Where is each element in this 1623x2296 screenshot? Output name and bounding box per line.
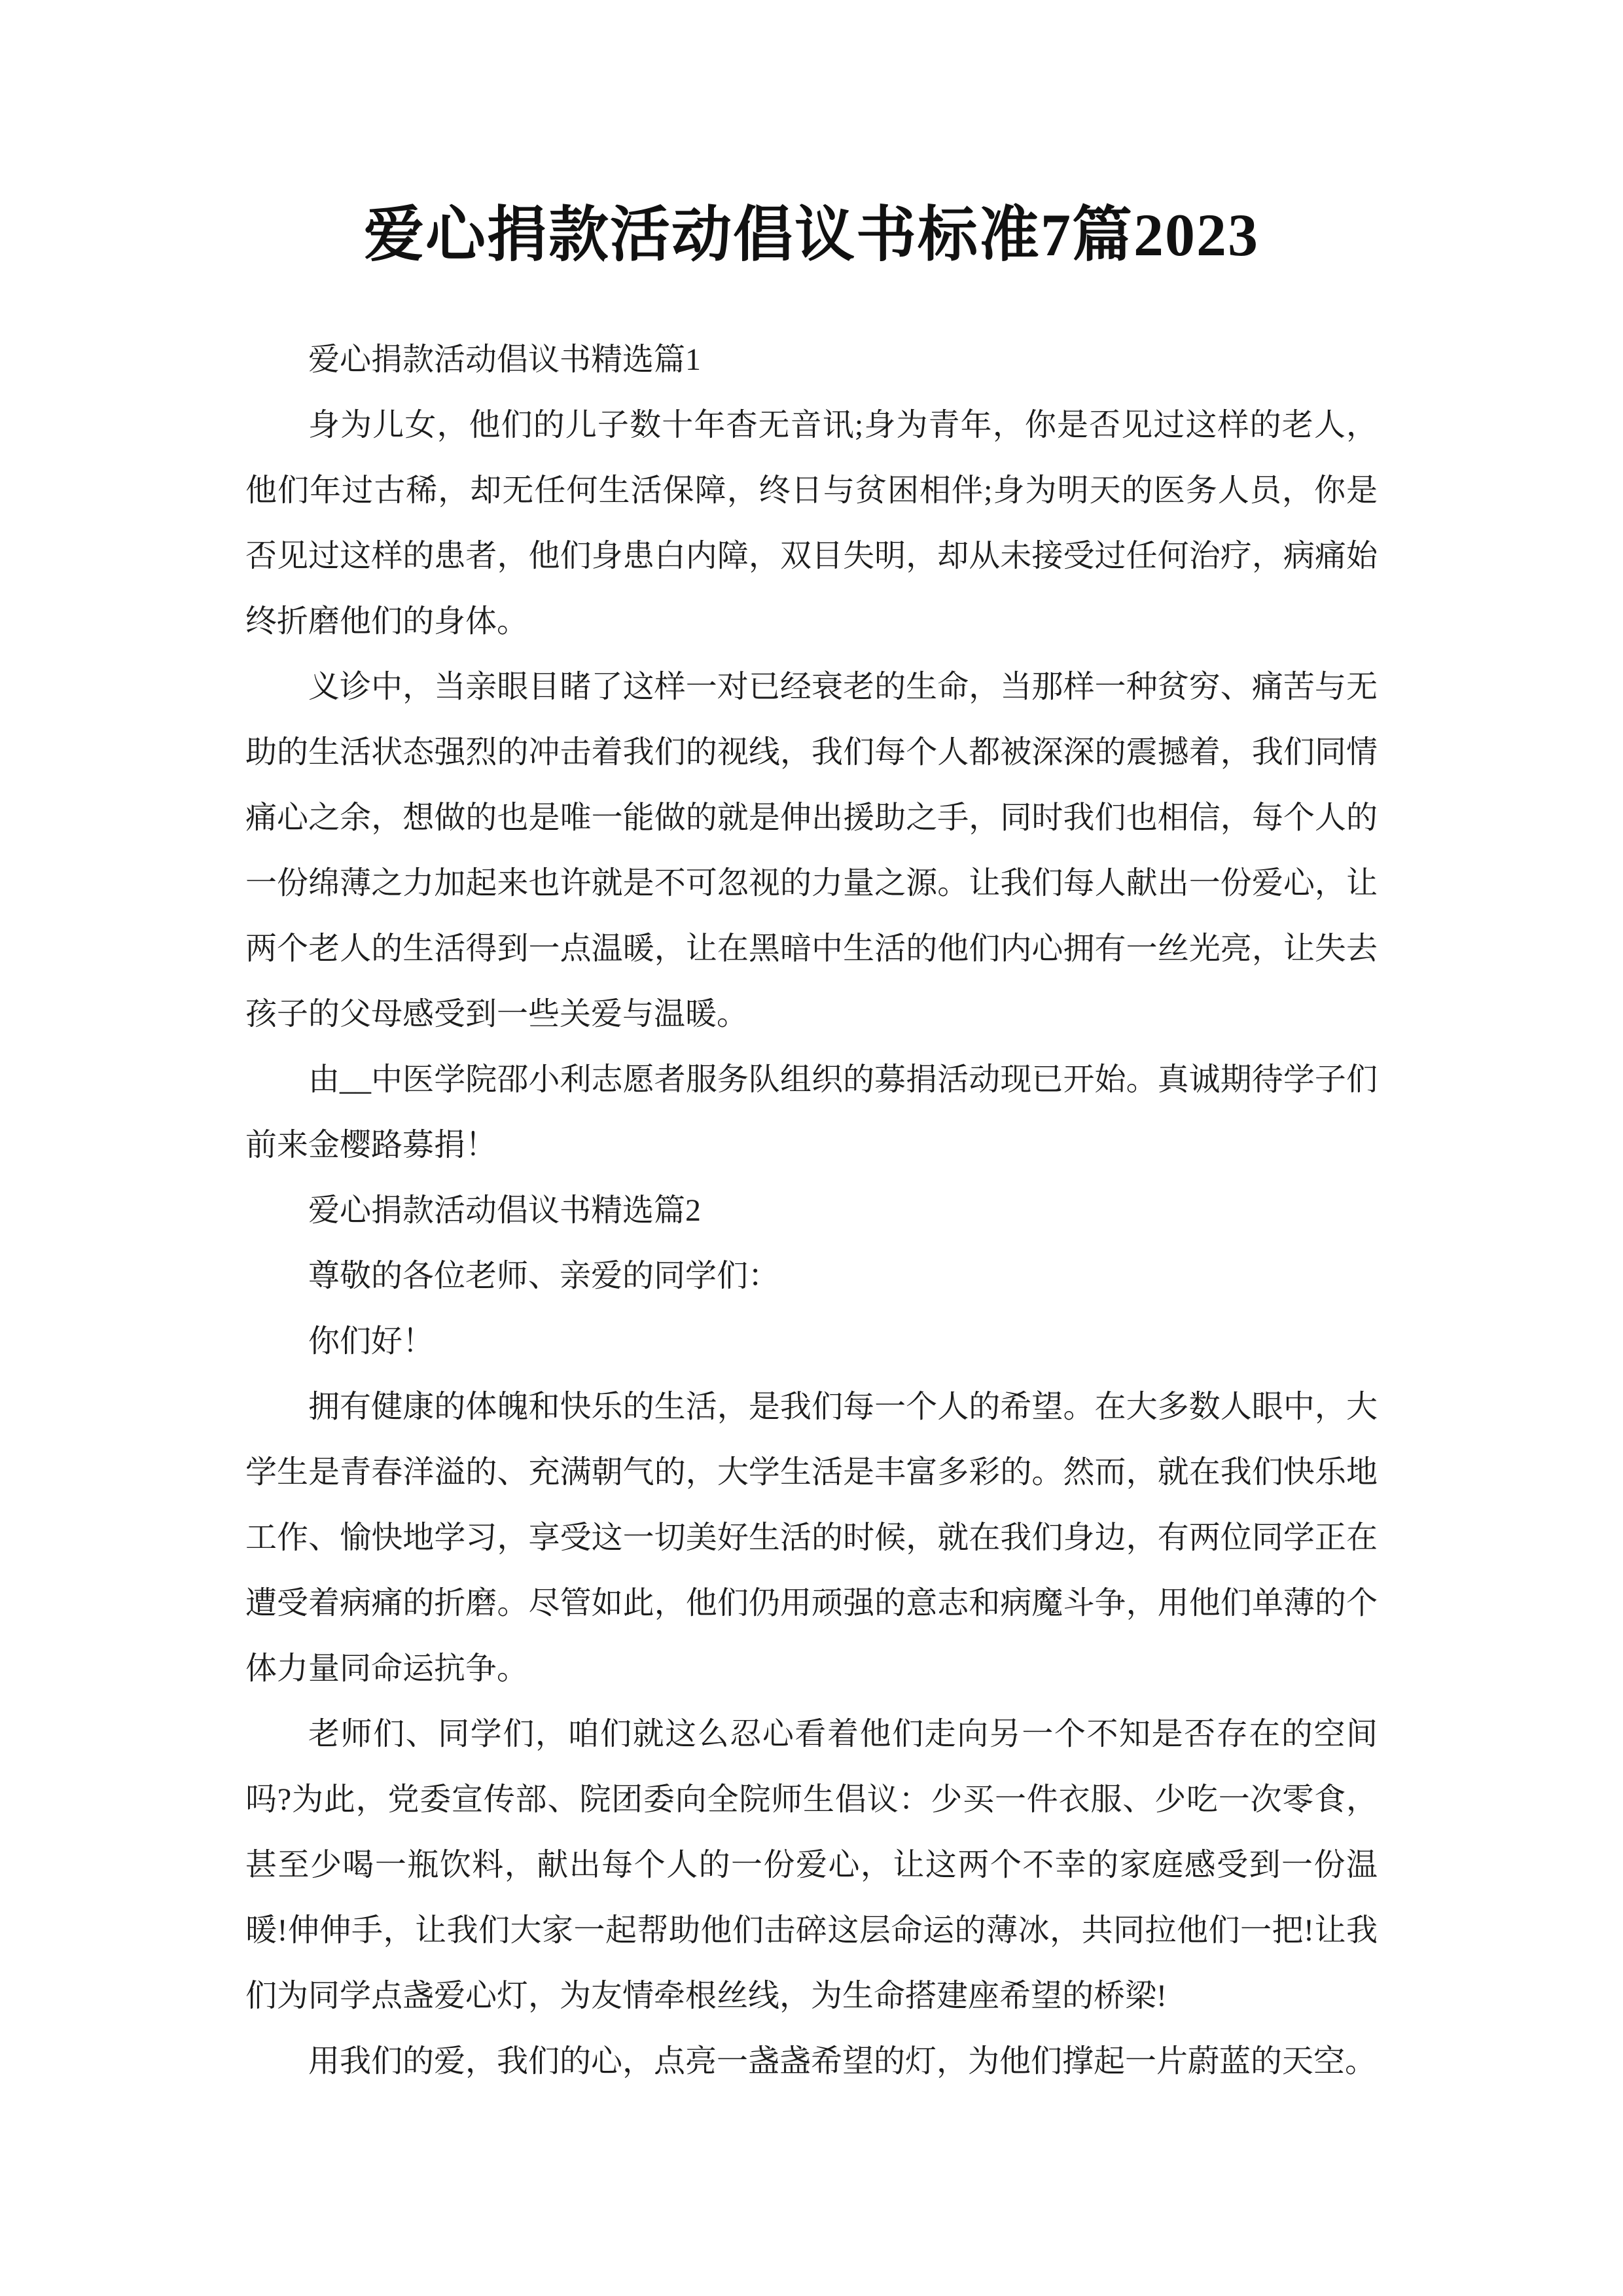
- document-title: 爱心捐款活动倡议书标准7篇2023: [363, 202, 1259, 268]
- section2-paragraph-2: 老师们、同学们，咱们就这么忍心看着他们走向另一个不知是否存在的空间吗?为此，党委宣传部、院团委向全院师生倡议：少买一件衣服、少吃一次零食，甚至少喝一瓶饮料，献出每个人的一份爱心，让这两个不幸的家庭感受到一份温暖!伸伸手，让我们大家一起帮助他们击碎这层命运的薄冰，共同拉他们一把!让我们为同学点盏爱心灯，为友情牵根丝线，为生命搭建座希望的桥梁!: [245, 1716, 1378, 2013]
- section1-paragraph-1: 身为儿女，他们的儿子数十年杳无音讯;身为青年，你是否见过这样的老人，他们年过古稀，却无任何生活保障，终日与贫困相伴;身为明天的医务人员，你是否见过这样的患者，他们身患白内障，双目失明，却从未接受过任何治疗，病痛始终折磨他们的身体。: [245, 407, 1378, 639]
- section2-salutation: 尊敬的各位老师、亲爱的同学们：: [308, 1258, 780, 1293]
- section1-paragraph-3: 由__中医学院邵小利志愿者服务队组织的募捐活动现已开始。真诚期待学子们前来金樱路募捐！: [245, 1062, 1378, 1162]
- section2-paragraph-1: 拥有健康的体魄和快乐的生活，是我们每一个人的希望。在大多数人眼中，大学生是青春洋溢的、充满朝气的，大学生活是丰富多彩的。然而，就在我们快乐地工作、愉快地学习，享受这一切美好生活的时候，就在我们身边，有两位同学正在遭受着病痛的折磨。尽管如此，他们仍用顽强的意志和病魔斗争，用他们单薄的个体力量同命运抗争。: [245, 1389, 1378, 1686]
- section1-paragraph-2: 义诊中，当亲眼目睹了这样一对已经衰老的生命，当那样一种贫穷、痛苦与无助的生活状态强烈的冲击着我们的视线，我们每个人都被深深的震撼着，我们同情痛心之余，想做的也是唯一能做的就是伸出援助之手，同时我们也相信，每个人的一份绵薄之力加起来也许就是不可忽视的力量之源。让我们每人献出一份爱心，让两个老人的生活得到一点温暖，让在黑暗中生活的他们内心拥有一丝光亮，让失去孩子的父母感受到一些关爱与温暖。: [245, 669, 1378, 1031]
- section2-greeting: 你们好！: [308, 1323, 435, 1359]
- section2-heading: 爱心捐款活动倡议书精选篇2: [308, 1193, 702, 1228]
- section1-heading: 爱心捐款活动倡议书精选篇1: [308, 342, 702, 377]
- section2-paragraph-3: 用我们的爱，我们的心，点亮一盏盏希望的灯，为他们撑起一片蔚蓝的天空。: [308, 2043, 1377, 2079]
- document-body: [245, 327, 1378, 2094]
